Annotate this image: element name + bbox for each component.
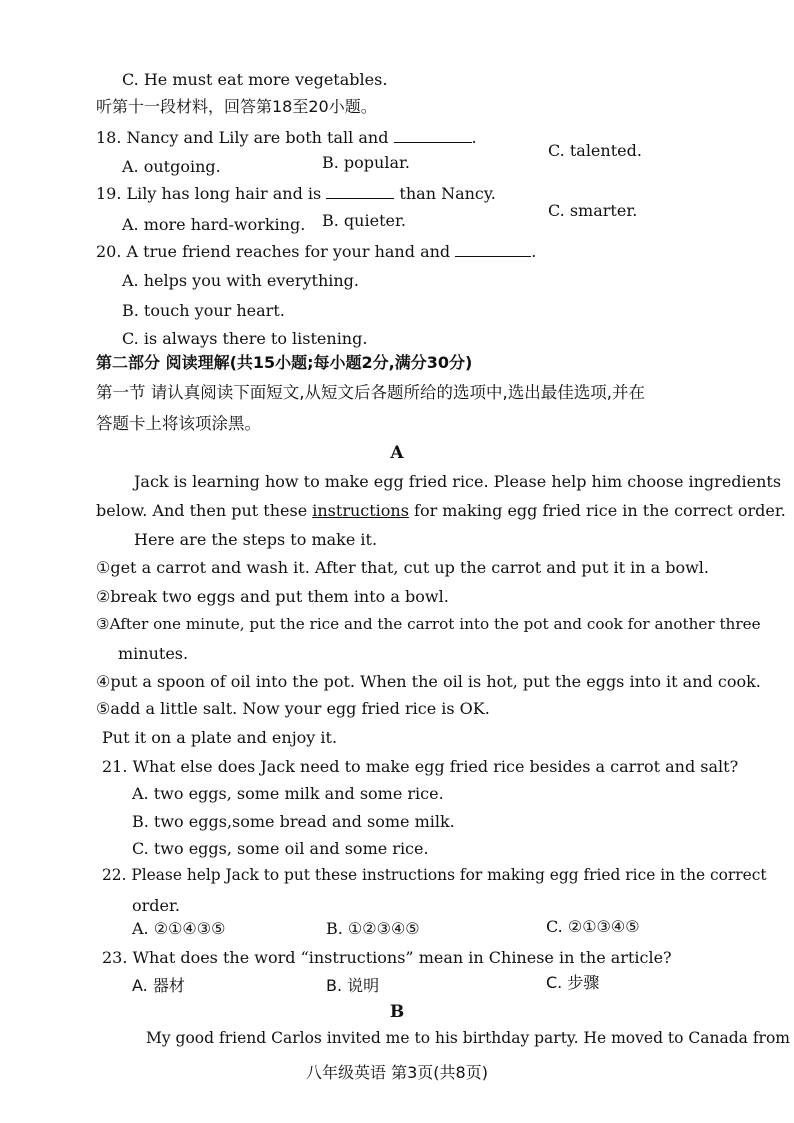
q18-stem-text: 18. Nancy and Lily are both tall and <box>96 128 389 147</box>
step-1: ①get a carrot and wash it. After that, cut up the carrot and put it in a bowl. <box>96 558 709 577</box>
q22-stem-line-2: order. <box>132 896 180 915</box>
q22-option-c: C. ②①③④⑤ <box>546 917 640 936</box>
step-5: ⑤add a little salt. Now your egg fried rice is OK. <box>96 699 490 718</box>
passage-a-text-before: below. And then put these <box>96 501 308 520</box>
passage-a-paragraph-1-line-1: Jack is learning how to make egg fried rice. Please help him choose ingredients <box>134 472 782 491</box>
q17-option-c: C. He must eat more vegetables. <box>122 70 388 89</box>
q23-option-b: B. 说明 <box>326 976 380 995</box>
passage-a-paragraph-2: Here are the steps to make it. <box>134 530 378 549</box>
underlined-word-instructions: instructions <box>312 501 409 520</box>
step-4: ④put a spoon of oil into the pot. When the oil is hot, put the eggs into it and cook. <box>96 672 761 691</box>
q19-option-a: A. more hard-working. <box>122 215 306 234</box>
q19-option-b: B. quieter. <box>322 211 406 230</box>
q21-option-a: A. two eggs, some milk and some rice. <box>132 784 444 803</box>
q19-answer-blank <box>326 198 394 199</box>
passage-a-title: A <box>390 443 404 463</box>
q19-stem-after: than Nancy. <box>399 184 496 203</box>
q18-answer-blank <box>394 142 472 143</box>
reading-part-title: 第二部分 阅读理解(共15小题;每小题2分,满分30分) <box>96 353 473 372</box>
q21-option-b: B. two eggs,some bread and some milk. <box>132 812 455 831</box>
q23-option-c: C. 步骤 <box>546 973 600 992</box>
q18-option-b: B. popular. <box>322 153 410 172</box>
q20-stem-end: . <box>531 242 537 261</box>
page-footer: 八年级英语 第3页(共8页) <box>306 1063 488 1082</box>
passage-b-line-1: My good friend Carlos invited me to his birthday party. He moved to Canada from <box>146 1029 790 1047</box>
q22-option-b: B. ①②③④⑤ <box>326 919 420 938</box>
q21-option-c: C. two eggs, some oil and some rice. <box>132 839 429 858</box>
passage-a-ending: Put it on a plate and enjoy it. <box>102 728 338 747</box>
q22-option-a: A. ②①④③⑤ <box>132 919 226 938</box>
q22-stem-line-1: 22. Please help Jack to put these instructions for making egg fried rice in the correct <box>102 866 767 884</box>
q20-option-c: C. is always there to listening. <box>122 329 368 348</box>
q19-stem-before: 19. Lily has long hair and is <box>96 184 322 203</box>
q23-stem: 23. What does the word “instructions” mean in Chinese in the article? <box>102 948 672 967</box>
q20-stem <box>96 244 536 260</box>
step-2: ②break two eggs and put them into a bowl. <box>96 587 449 606</box>
step-3-line-1: ③After one minute, put the rice and the carrot into the pot and cook for another three <box>96 615 761 633</box>
passage-a-text-after: for making egg fried rice in the correct order. <box>414 501 786 520</box>
q23-option-a: A. 器材 <box>132 976 185 995</box>
q21-stem: 21. What else does Jack need to make egg fried rice besides a carrot and salt? <box>102 757 739 776</box>
listening-section-instruction: 听第十一段材料，回答第18至20小题。 <box>96 97 377 116</box>
reading-section-instruction-1: 第一节 请认真阅读下面短文,从短文后各题所给的选项中,选出最佳选项,并在 <box>96 383 645 402</box>
q18-option-c: C. talented. <box>548 141 642 160</box>
reading-section-instruction-2: 答题卡上将该项涂黑。 <box>96 414 261 433</box>
q19-stem <box>96 186 496 202</box>
passage-b-title: B <box>389 1002 405 1022</box>
q18-stem <box>96 130 477 146</box>
q20-option-b: B. touch your heart. <box>122 301 285 320</box>
q18-option-a: A. outgoing. <box>122 157 221 176</box>
q20-option-a: A. helps you with everything. <box>122 271 359 290</box>
step-3-line-2: minutes. <box>118 644 189 663</box>
q18-stem-end: . <box>471 128 477 147</box>
q19-option-c: C. smarter. <box>548 201 638 220</box>
q20-stem-text: 20. A true friend reaches for your hand and <box>96 242 451 261</box>
passage-a-paragraph-1-line-2 <box>96 503 786 519</box>
q20-answer-blank <box>455 256 531 257</box>
